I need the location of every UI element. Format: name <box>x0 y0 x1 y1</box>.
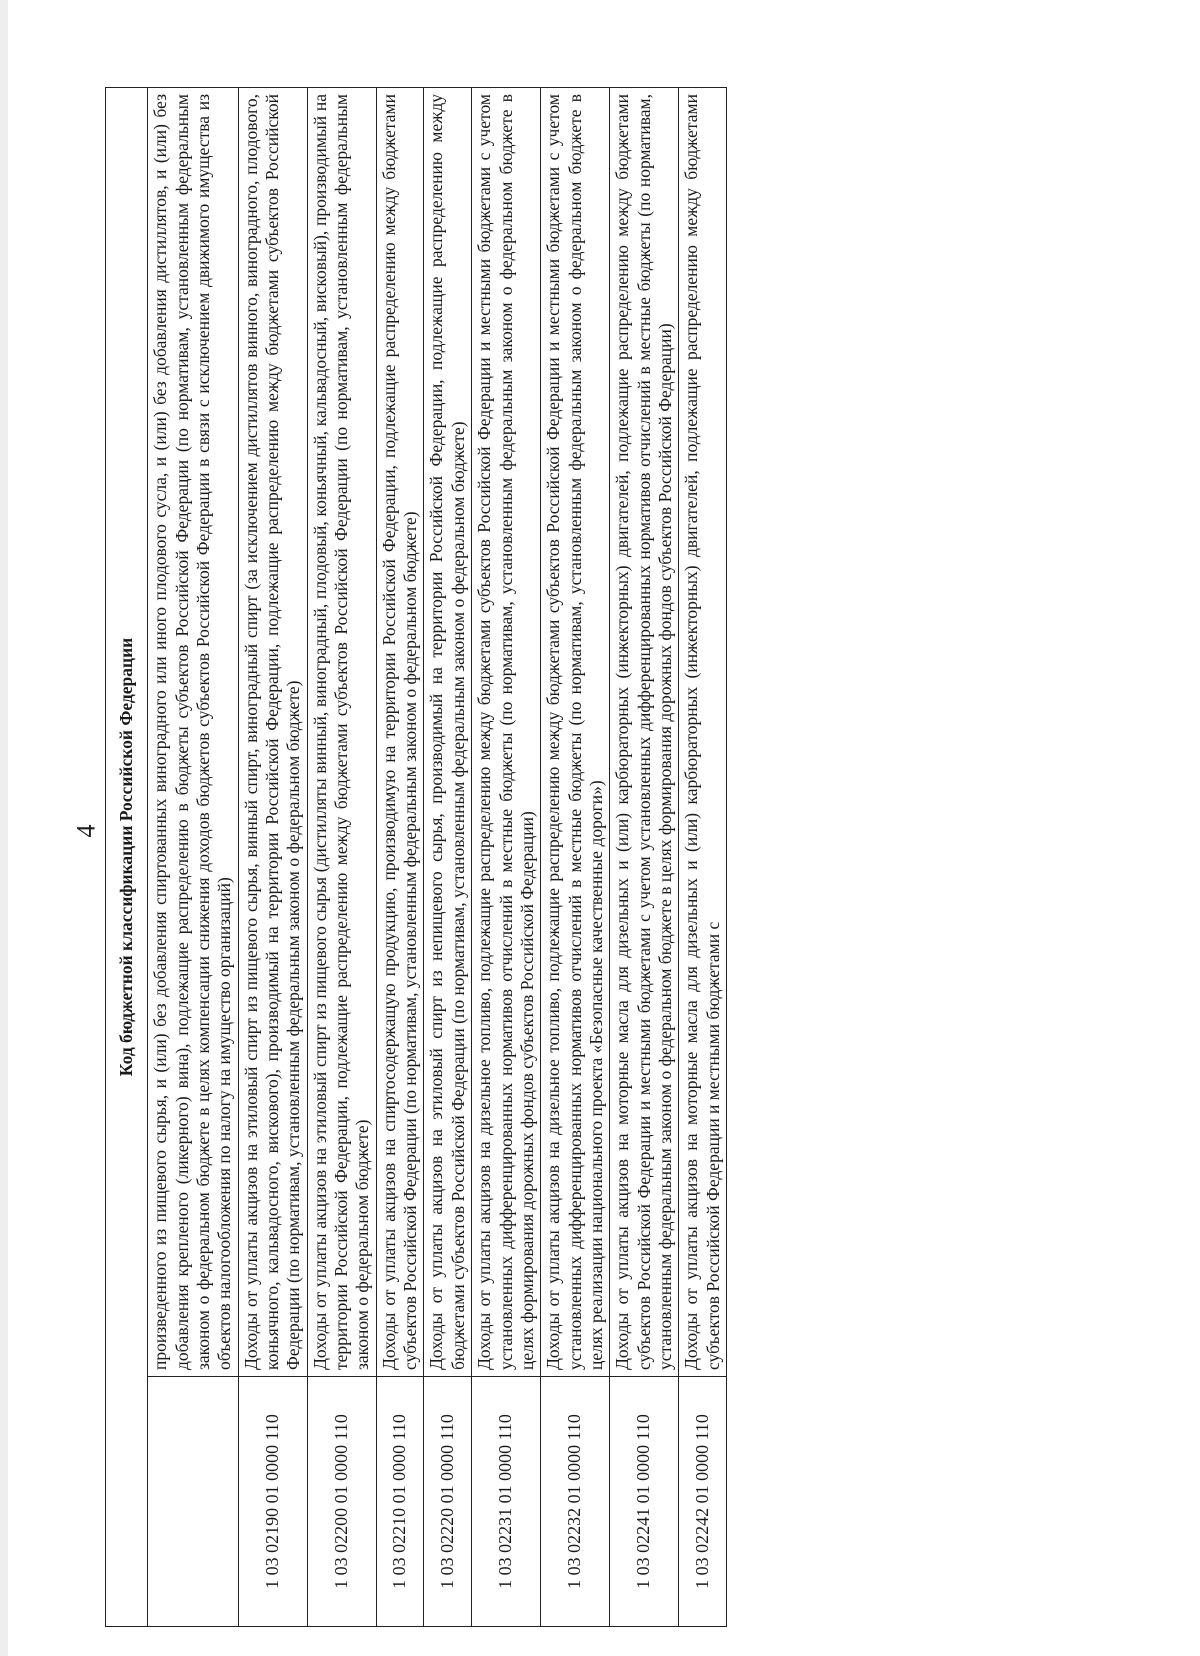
table-row <box>307 88 376 1627</box>
description-cell: Доходы от уплаты акцизов на этиловый спирт из пищевого сырья, винный спирт, виноградный спирт (за исключением дистиллятов винного, виноградного, плодового, коньячного, кальвадосного, вискового), производимый на территории Российской Федерации, подлежащие распределению между бюджетами субъектов Российской Федерации (по нормативам, установленным федеральным законом о федеральном бюджете) <box>238 88 307 1377</box>
table-row <box>541 88 610 1627</box>
budget-code-cell: 1 03 02231 01 0000 110 <box>472 1377 541 1627</box>
scan-edge <box>0 0 8 1656</box>
budget-code-cell: 1 03 02241 01 0000 110 <box>610 1377 679 1627</box>
table-header-row <box>106 88 148 1627</box>
budget-code-cell: 1 03 02190 01 0000 110 <box>238 1377 307 1627</box>
description-cell: Доходы от уплаты акцизов на дизельное топливо, подлежащие распределению между бюджетами субъектов Российской Федерации и местными бюджетами с учетом установленных дифференцированных нормативов отчислений в местные бюджеты (по нормативам, установленным федеральным законом о федеральном бюджете в целях реализации национального проекта «Безопасные качественные дороги») <box>541 88 610 1377</box>
rotated-table-container <box>105 87 1165 1627</box>
table-body <box>148 88 727 1627</box>
table-row <box>376 88 424 1627</box>
table-row <box>238 88 307 1627</box>
table-row <box>148 88 238 1627</box>
page-number: 4 <box>71 824 101 838</box>
table-row <box>472 88 541 1627</box>
table-row <box>679 88 727 1627</box>
budget-code-cell <box>148 1377 238 1627</box>
table-row <box>610 88 679 1627</box>
table-header: Код бюджетной классификации Российской Федерации <box>106 88 148 1627</box>
description-cell: Доходы от уплаты акцизов на дизельное топливо, подлежащие распределению между бюджетами субъектов Российской Федерации и местными бюджетами с учетом установленных дифференцированных нормативов отчислений в местные бюджеты (по нормативам, установленным федеральным законом о федеральном бюджете в целях формирования дорожных фондов субъектов Российской Федерации) <box>472 88 541 1377</box>
description-cell: Доходы от уплаты акцизов на моторные масла для дизельных и (или) карбюраторных (инжекторных) двигателей, подлежащие распределению между бюджетами субъектов Российской Федерации и местными бюджетами с учетом установленных дифференцированных нормативов отчислений в местные бюджеты (по нормативам, установленным федеральным законом о федеральном бюджете в целях формирования дорожных фондов субъектов Российской Федерации) <box>610 88 679 1377</box>
budget-code-cell: 1 03 02210 01 0000 110 <box>376 1377 424 1627</box>
description-cell: Доходы от уплаты акцизов на этиловый спирт из непищевого сырья, производимый на территории Российской Федерации, подлежащие распределению между бюджетами субъектов Российской Федерации (по нормативам, установленным федеральным законом о федеральном бюджете) <box>424 88 472 1377</box>
description-cell: Доходы от уплаты акцизов на моторные масла для дизельных и (или) карбюраторных (инжекторных) двигателей, подлежащие распределению между бюджетами субъектов Российской Федерации и местными бюджетами с <box>679 88 727 1377</box>
table-row <box>424 88 472 1627</box>
description-cell: Доходы от уплаты акцизов на этиловый спирт из пищевого сырья (дистилляты винный, виноградный, плодовый, коньячный, кальвадосный, висковый), производимый на территории Российской Федерации, подлежащие распределению между бюджетами субъектов Российской Федерации (по нормативам, установленным федеральным законом о федеральном бюджете) <box>307 88 376 1377</box>
budget-code-cell: 1 03 02200 01 0000 110 <box>307 1377 376 1627</box>
budget-code-cell: 1 03 02232 01 0000 110 <box>541 1377 610 1627</box>
classification-table <box>105 87 727 1627</box>
description-cell: произведенного из пищевого сырья, и (или) без добавления спиртованных виноградного или иного плодового сусла, и (или) без добавления дистиллятов, и (или) без добавления крепленого (ликерного) вина), подлежащие распределению в бюджеты субъектов Российской Федерации (по нормативам, установленным федеральным законом о федеральном бюджете в целях компенсации снижения доходов бюджетов субъектов Российской Федерации в связи с исключением движимого имущества из объектов налогообложения по налогу на имущество организаций) <box>148 88 238 1377</box>
budget-code-cell: 1 03 02220 01 0000 110 <box>424 1377 472 1627</box>
budget-code-cell: 1 03 02242 01 0000 110 <box>679 1377 727 1627</box>
description-cell: Доходы от уплаты акцизов на спиртосодержащую продукцию, производимую на территории Российской Федерации, подлежащие распределению между бюджетами субъектов Российской Федерации (по нормативам, установленным федеральным законом о федеральном бюджете) <box>376 88 424 1377</box>
